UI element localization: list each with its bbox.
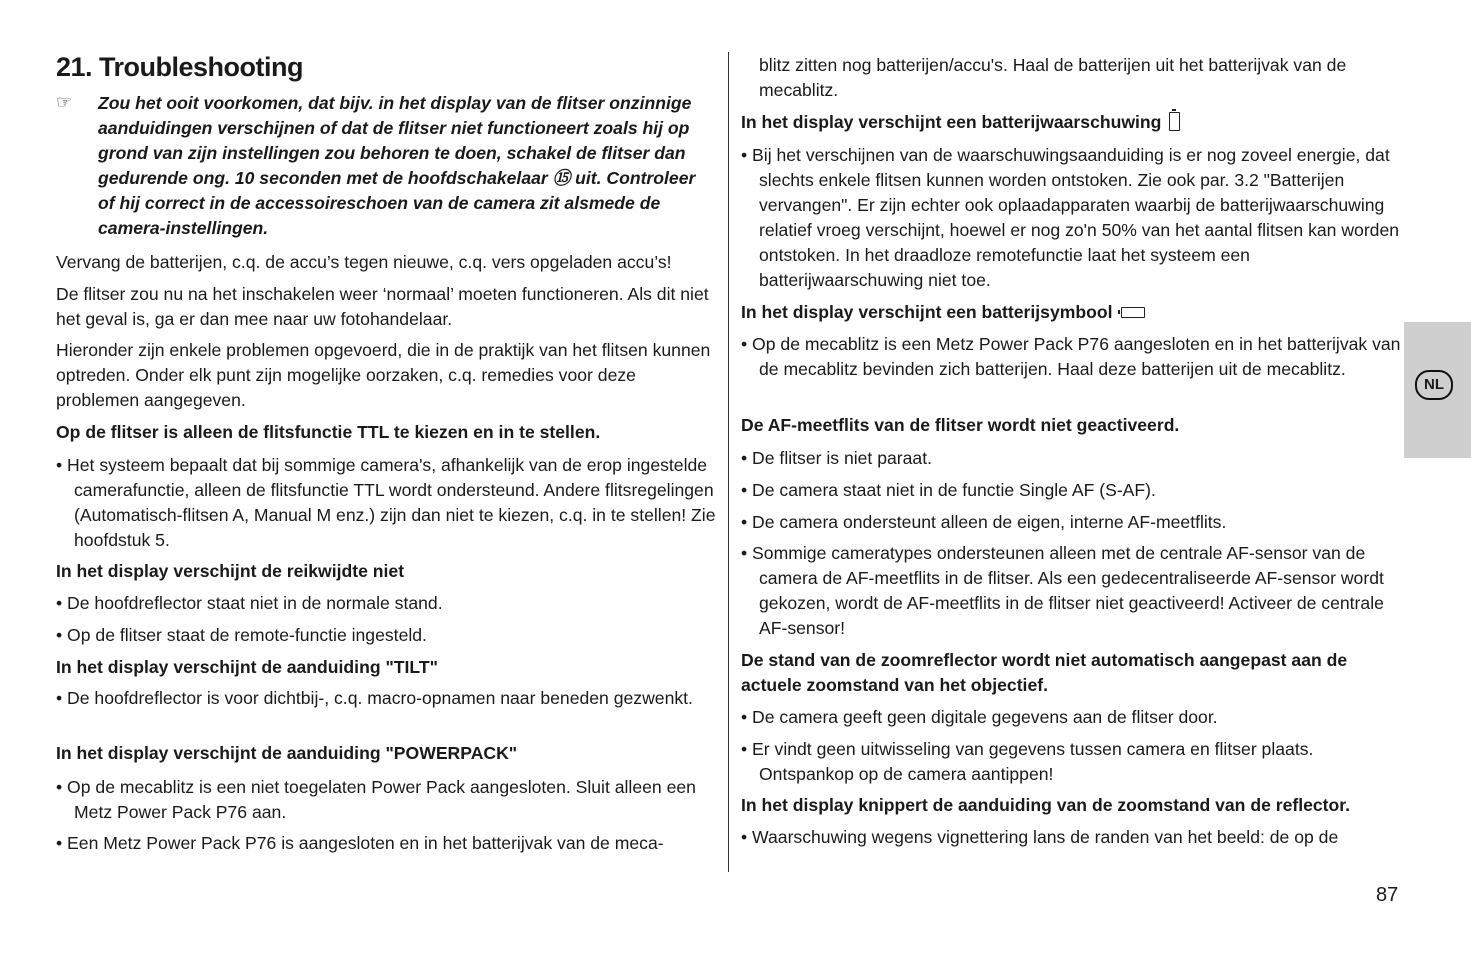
page-number: 87 bbox=[1376, 884, 1399, 906]
section-heading: Op de flitser is alleen de flitsfunctie TTL te kiezen en in te stellen. bbox=[56, 422, 601, 442]
bullet-item: • De camera geeft geen digitale gegevens aan de flitser door. bbox=[741, 707, 1218, 727]
page-title: 21. Troubleshooting bbox=[56, 52, 304, 82]
bullet-item: • De camera ondersteunt alleen de eigen, interne AF-meetflits. bbox=[741, 512, 1227, 532]
intro-paragraph-2: De flitser zou nu na het inschakelen weer ‘normaal’ moeten functioneren. Als dit niet het geval is, ga er dan mee naar uw fotohandelaar. bbox=[56, 284, 709, 329]
bullet-item: • De hoofdreflector staat niet in de normale stand. bbox=[56, 593, 443, 613]
column-divider bbox=[728, 52, 729, 872]
bullet-item: • Waarschuwing wegens vignettering lans de randen van het beeld: de op de bbox=[741, 827, 1339, 847]
bullet-item: • Op de mecablitz is een Metz Power Pack P76 aangesloten en in het batterijvak van de mecablitz bevinden zich batterijen. Haal deze batterijen uit de mecablitz. bbox=[741, 334, 1401, 379]
bullet-item: • Het systeem bepaalt dat bij sommige camera's, afhankelijk van de erop ingestelde camerafunctie, alleen de flitsfunctie TTL wordt ondersteund. Andere flitsregelingen (Automatisch-flitsen A, Manual M enz.) zijn dan niet te kiezen, c.q. in te stellen! Zie hoofdstuk 5. bbox=[56, 455, 716, 550]
battery-symbol-icon bbox=[1121, 307, 1145, 318]
section-heading: In het display verschijnt de reikwijdte niet bbox=[56, 561, 405, 581]
section-heading: In het display verschijnt een batterijsymbool bbox=[741, 300, 1401, 325]
language-tab bbox=[1404, 322, 1471, 458]
section-heading: In het display knippert de aanduiding van de zoomstand van de reflector. bbox=[741, 795, 1351, 815]
bullet-item: • De camera staat niet in de functie Single AF (S-AF). bbox=[741, 480, 1156, 500]
language-badge: NL bbox=[1415, 370, 1453, 400]
bullet-item: • Op de mecablitz is een niet toegelaten Power Pack aangesloten. Sluit alleen een Metz Power Pack P76 aan. bbox=[56, 777, 696, 822]
intro-paragraph-3: Hieronder zijn enkele problemen opgevoerd, die in de praktijk van het flitsen kunnen optreden. Onder elk punt zijn mogelijke oorzaken, c.q. remedies voor deze problemen aangegeven. bbox=[56, 340, 711, 410]
bullet-item: • Op de flitser staat de remote-functie ingesteld. bbox=[56, 625, 427, 645]
bullet-item: • De flitser is niet paraat. bbox=[741, 448, 932, 468]
bullet-item: • Een Metz Power Pack P76 is aangesloten en in het batterijvak van de meca- bbox=[56, 833, 664, 853]
intro-paragraph-1: Vervang de batterijen, c.q. de accu’s tegen nieuwe, c.q. vers opgeladen accu’s! bbox=[56, 252, 672, 272]
warning-note bbox=[56, 91, 716, 241]
section-heading: In het display verschijnt de aanduiding "POWERPACK" bbox=[56, 743, 518, 763]
bullet-item: • De hoofdreflector is voor dichtbij-, c.q. macro-opnamen naar beneden gezwenkt. bbox=[56, 688, 693, 708]
section-heading: De AF-meetflits van de flitser wordt niet geactiveerd. bbox=[741, 415, 1180, 435]
bullet-item: • Er vindt geen uitwisseling van gegevens tussen camera en flitser plaats. Ontspankop op de camera aantippen! bbox=[741, 739, 1314, 784]
battery-warning-icon bbox=[1169, 112, 1180, 131]
section-heading: In het display verschijnt een batterijwaarschuwing bbox=[741, 110, 1401, 135]
section-heading: De stand van de zoomreflector wordt niet automatisch aangepast aan de actuele zoomstand van het objectief. bbox=[741, 650, 1348, 695]
bullet-item: • Sommige cameratypes ondersteunen alleen met de centrale AF-sensor van de camera de AF-meetflits in de flitser. Als een gedecentraliseerde AF-sensor wordt gekozen, wordt de AF-meetflits in de flitser niet geactiveerd! Activeer de centrale AF-sensor! bbox=[741, 543, 1384, 638]
pointing-hand-icon: ☞ bbox=[56, 92, 73, 112]
section-heading: In het display verschijnt de aanduiding "TILT" bbox=[56, 657, 438, 677]
continued-bullet: blitz zitten nog batterijen/accu's. Haal de batterijen uit het batterijvak van de mecablitz. bbox=[759, 55, 1347, 100]
note-text: Zou het ooit voorkomen, dat bijv. in het display van de flitser onzinnige aanduidingen verschijnen of dat de flitser niet functioneert zoals hij op grond van zijn instellingen zou behoren te doen, schakel de flitser dan gedurende ong. 10 seconden met de hoofdschakelaar ⑮ uit. Controleer of hij correct in de accessoireschoen van de camera zit alsmede de camera-instellingen. bbox=[98, 93, 696, 238]
bullet-item: • Bij het verschijnen van de waarschuwingsaanduiding is er nog zoveel energie, dat slechts enkele flitsen kunnen worden ontstoken. Zie ook par. 3.2 "Batterijen vervangen". Er zijn echter ook oplaadapparaten waarbij de batterijwaarschuwing relatief vroeg verschijnt, hoewel er nog zo'n 50% van het aantal flitsen kan worden ontstoken. In het draadloze remotefunctie laat het systeem een batterijwaarschuwing niet toe. bbox=[741, 145, 1400, 290]
